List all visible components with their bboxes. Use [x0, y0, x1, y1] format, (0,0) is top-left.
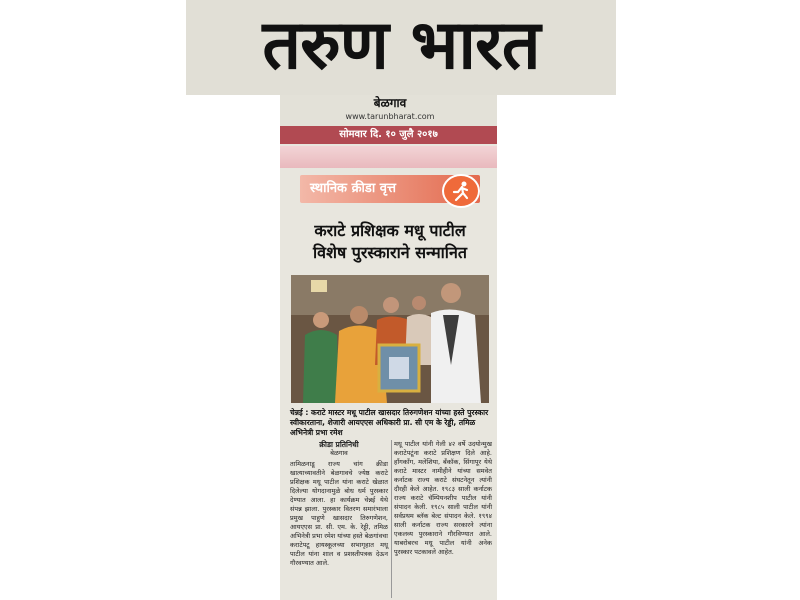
column-divider	[391, 440, 392, 598]
column-2-text: मधू पाटील यांनी गेली ४२ वर्षे उदयोन्मुख कराटेपटूंना कराटे प्रशिक्षण दिले आहे. हॉंगकॉंग, मलेशिया, बँकॉक, सिंगापूर येथे कराटे मास्टर नामीहीने यांच्या समवेत कर्नाटक राज्य कराटे संघटनेतून त्यांनी दौरही केले आहेत. १९८३ साली कर्नाटक राज्य कराटे चॅम्पियनशीप पाटील यांनी संपादन केली. १९८५ साली पाटील यांनी सर्वप्रथम ब्लॅक बेल्ट संपादन केले. १९९४ साली कर्नाटक राज्य सरकारने त्यांना एकलव्य पुरस्काराने गौरविण्यात आले. याबरोबरच मधू पाटील यांनी अनेक पुरस्कार पटकावले आहेत.	[394, 440, 492, 556]
masthead	[186, 0, 616, 95]
decorative-strip	[280, 146, 497, 168]
headline-line-1: कराटे प्रशिक्षक मधू पाटील	[314, 221, 466, 240]
byline: क्रीडा प्रतिनिधी	[319, 440, 359, 449]
article-column-1	[290, 440, 388, 568]
article-headline	[290, 220, 490, 264]
article-column-2	[394, 440, 492, 557]
date-line: सोमवार दि. १० जुलै २०१७	[339, 129, 438, 140]
section-label: स्थानिक क्रीडा वृत्त	[310, 181, 396, 196]
column-1-text: तामिळनाडू राज्य चांग क्रीडा खात्याच्यावतीने बेळगावचे ज्येष्ठ कराटे प्रशिक्षक मधू पाटील यांना कराटे खेळात दिलेल्या योगदानामुळे बोध धर्म पुरस्कार देण्यात आला. हा कार्यक्रम चेन्नई येथे संपन्न झाला. पुरस्कार वितरण समारंभाला प्रमुख पाहुणे खासदार तिरुगणेशन, आयएएस प्रा. सी. एम. के. रेड्डी, तमिळ अभिनेत्री प्रभा रमेश यांच्या हस्ते बेळगांवचा कराटेपटू हायस्कूलच्या सभागृहात मधू पाटील यांना शाल व प्रशस्तीपत्रक देऊन गौरवण्यात आले.	[290, 460, 388, 567]
website-url: www.tarunbharat.com	[345, 112, 435, 121]
dateline-place: बेळगाव	[330, 449, 348, 457]
newspaper-title: तरुण भारत	[262, 6, 540, 85]
edition-name: बेळगाव	[373, 96, 407, 110]
article-photo	[291, 275, 489, 403]
headline-line-2: विशेष पुरस्काराने सन्मानित	[313, 243, 467, 262]
photo-caption: चेन्नई : कराटे मास्टर मधू पाटील खासदार तिरुगणेशन यांच्या हस्ते पुरस्कार स्वीकारताना, शेजारी आयएएस अधिकारी प्रा. सी एम के रेड्डी, तमिळ अभिनेत्री प्रभा रमेश	[290, 408, 489, 437]
running-man-icon	[442, 174, 480, 208]
